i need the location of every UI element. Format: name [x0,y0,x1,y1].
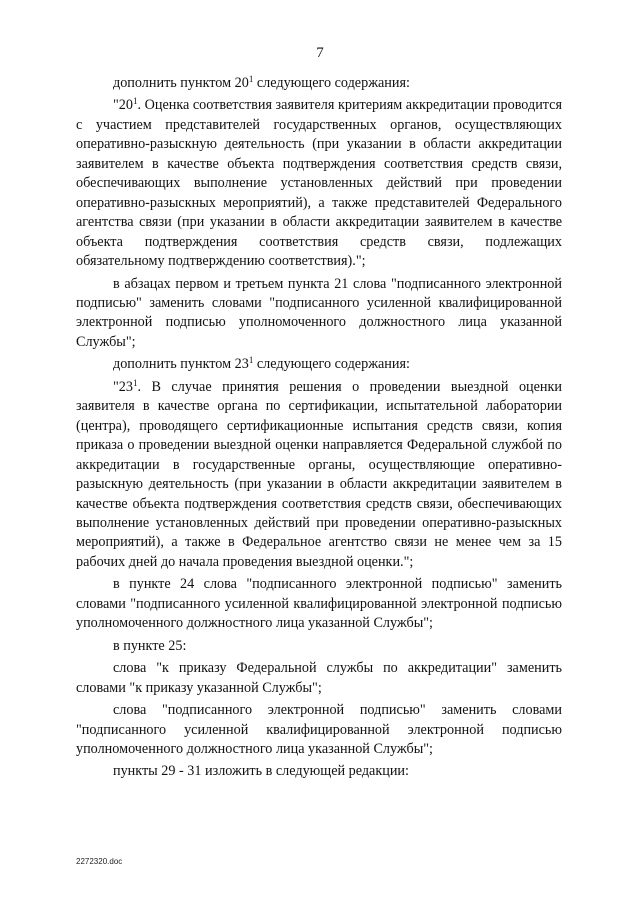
paragraph [76,575,562,633]
paragraph-text: дополнить пунктом 20 [113,75,249,91]
paragraph-text: . В случае принятия решения о проведении выездной оценки заявителя в качестве органа по сертификации, испытательной лаборатории (центра), проводящего сертификационные испытания средств связи, копия приказа о проведении выездной оценки направляется Федеральной службой по аккредитации в государственные органы, осуществляющие оперативно-разыскную деятельность (при указании в области аккредитации заявителем в качестве объекта подтверждения соответствия средств связи, обеспечивающих выполнение установленных действий при проведении оперативно-разыскных мероприятий), а также в Федеральное агентство связи не менее чем за 15 рабочих дней до начала проведения выездной оценки."; [76,378,562,570]
paragraph-text: в пункте 24 слова "подписанного электронной подписью" заменить словами "подписанного усиленной квалифицированной электронной подписью уполномоченного должностного лица указанной Службы"; [76,576,562,632]
superscript: 1 [248,74,254,84]
paragraph [76,275,562,353]
paragraph-text: в абзацах первом и третьем пункта 21 слова "подписанного электронной подписью" заменить словами "подписанного усиленной квалифицированной электронной подписью уполномоченного должностного лица указанной Службы"; [76,275,562,350]
paragraph-text: "23 [113,378,133,395]
paragraph-text: пункты 29 - 31 изложить в следующей редакции: [113,763,409,780]
paragraph-text: дополнить пунктом 23 [113,356,249,373]
paragraph [76,659,562,698]
paragraph-text: . Оценка соответствия заявителя критериям аккредитации проводится с участием представителей государственных органов, осуществляющих оперативно-разыскную деятельность (при указании в области аккредитации заявителем в качестве объекта подтверждения соответствия средств связи, обеспечивающих выполнение установленных действий при проведении оперативно-разыскных мероприятий), а также представителей Федерального агентства связи (при указании в области аккредитации заявителем в качестве объекта подтверждения соответствия средств связи, подлежащих обязательному подтверждению соответствия)."; [76,97,562,270]
paragraph-text: слова "подписанного электронной подписью" заменить словами "подписанного усиленной квалифицированной электронной подписью уполномоченного должностного лица указанной Службы"; [76,702,562,757]
paragraph [76,74,562,93]
paragraph-text: следующего содержания: [253,75,410,91]
paragraph-text: слова "к приказу Федеральной службы по аккредитации" заменить словами "к приказу указанной Службы"; [76,660,562,696]
page-number: 7 [316,45,324,61]
document-body [76,74,562,782]
paragraph-text: "20 [113,97,133,114]
paragraph-text: в пункте 25: [113,637,187,654]
superscript: 1 [132,96,138,107]
superscript: 1 [248,355,254,366]
paragraph [76,355,562,374]
paragraph-text: следующего содержания: [253,356,410,373]
paragraph [76,637,562,656]
footer-filename: 2272320.doc [76,857,123,866]
superscript: 1 [132,377,138,388]
paragraph [76,762,562,781]
paragraph [76,701,562,759]
paragraph [76,378,562,573]
paragraph [76,96,562,271]
